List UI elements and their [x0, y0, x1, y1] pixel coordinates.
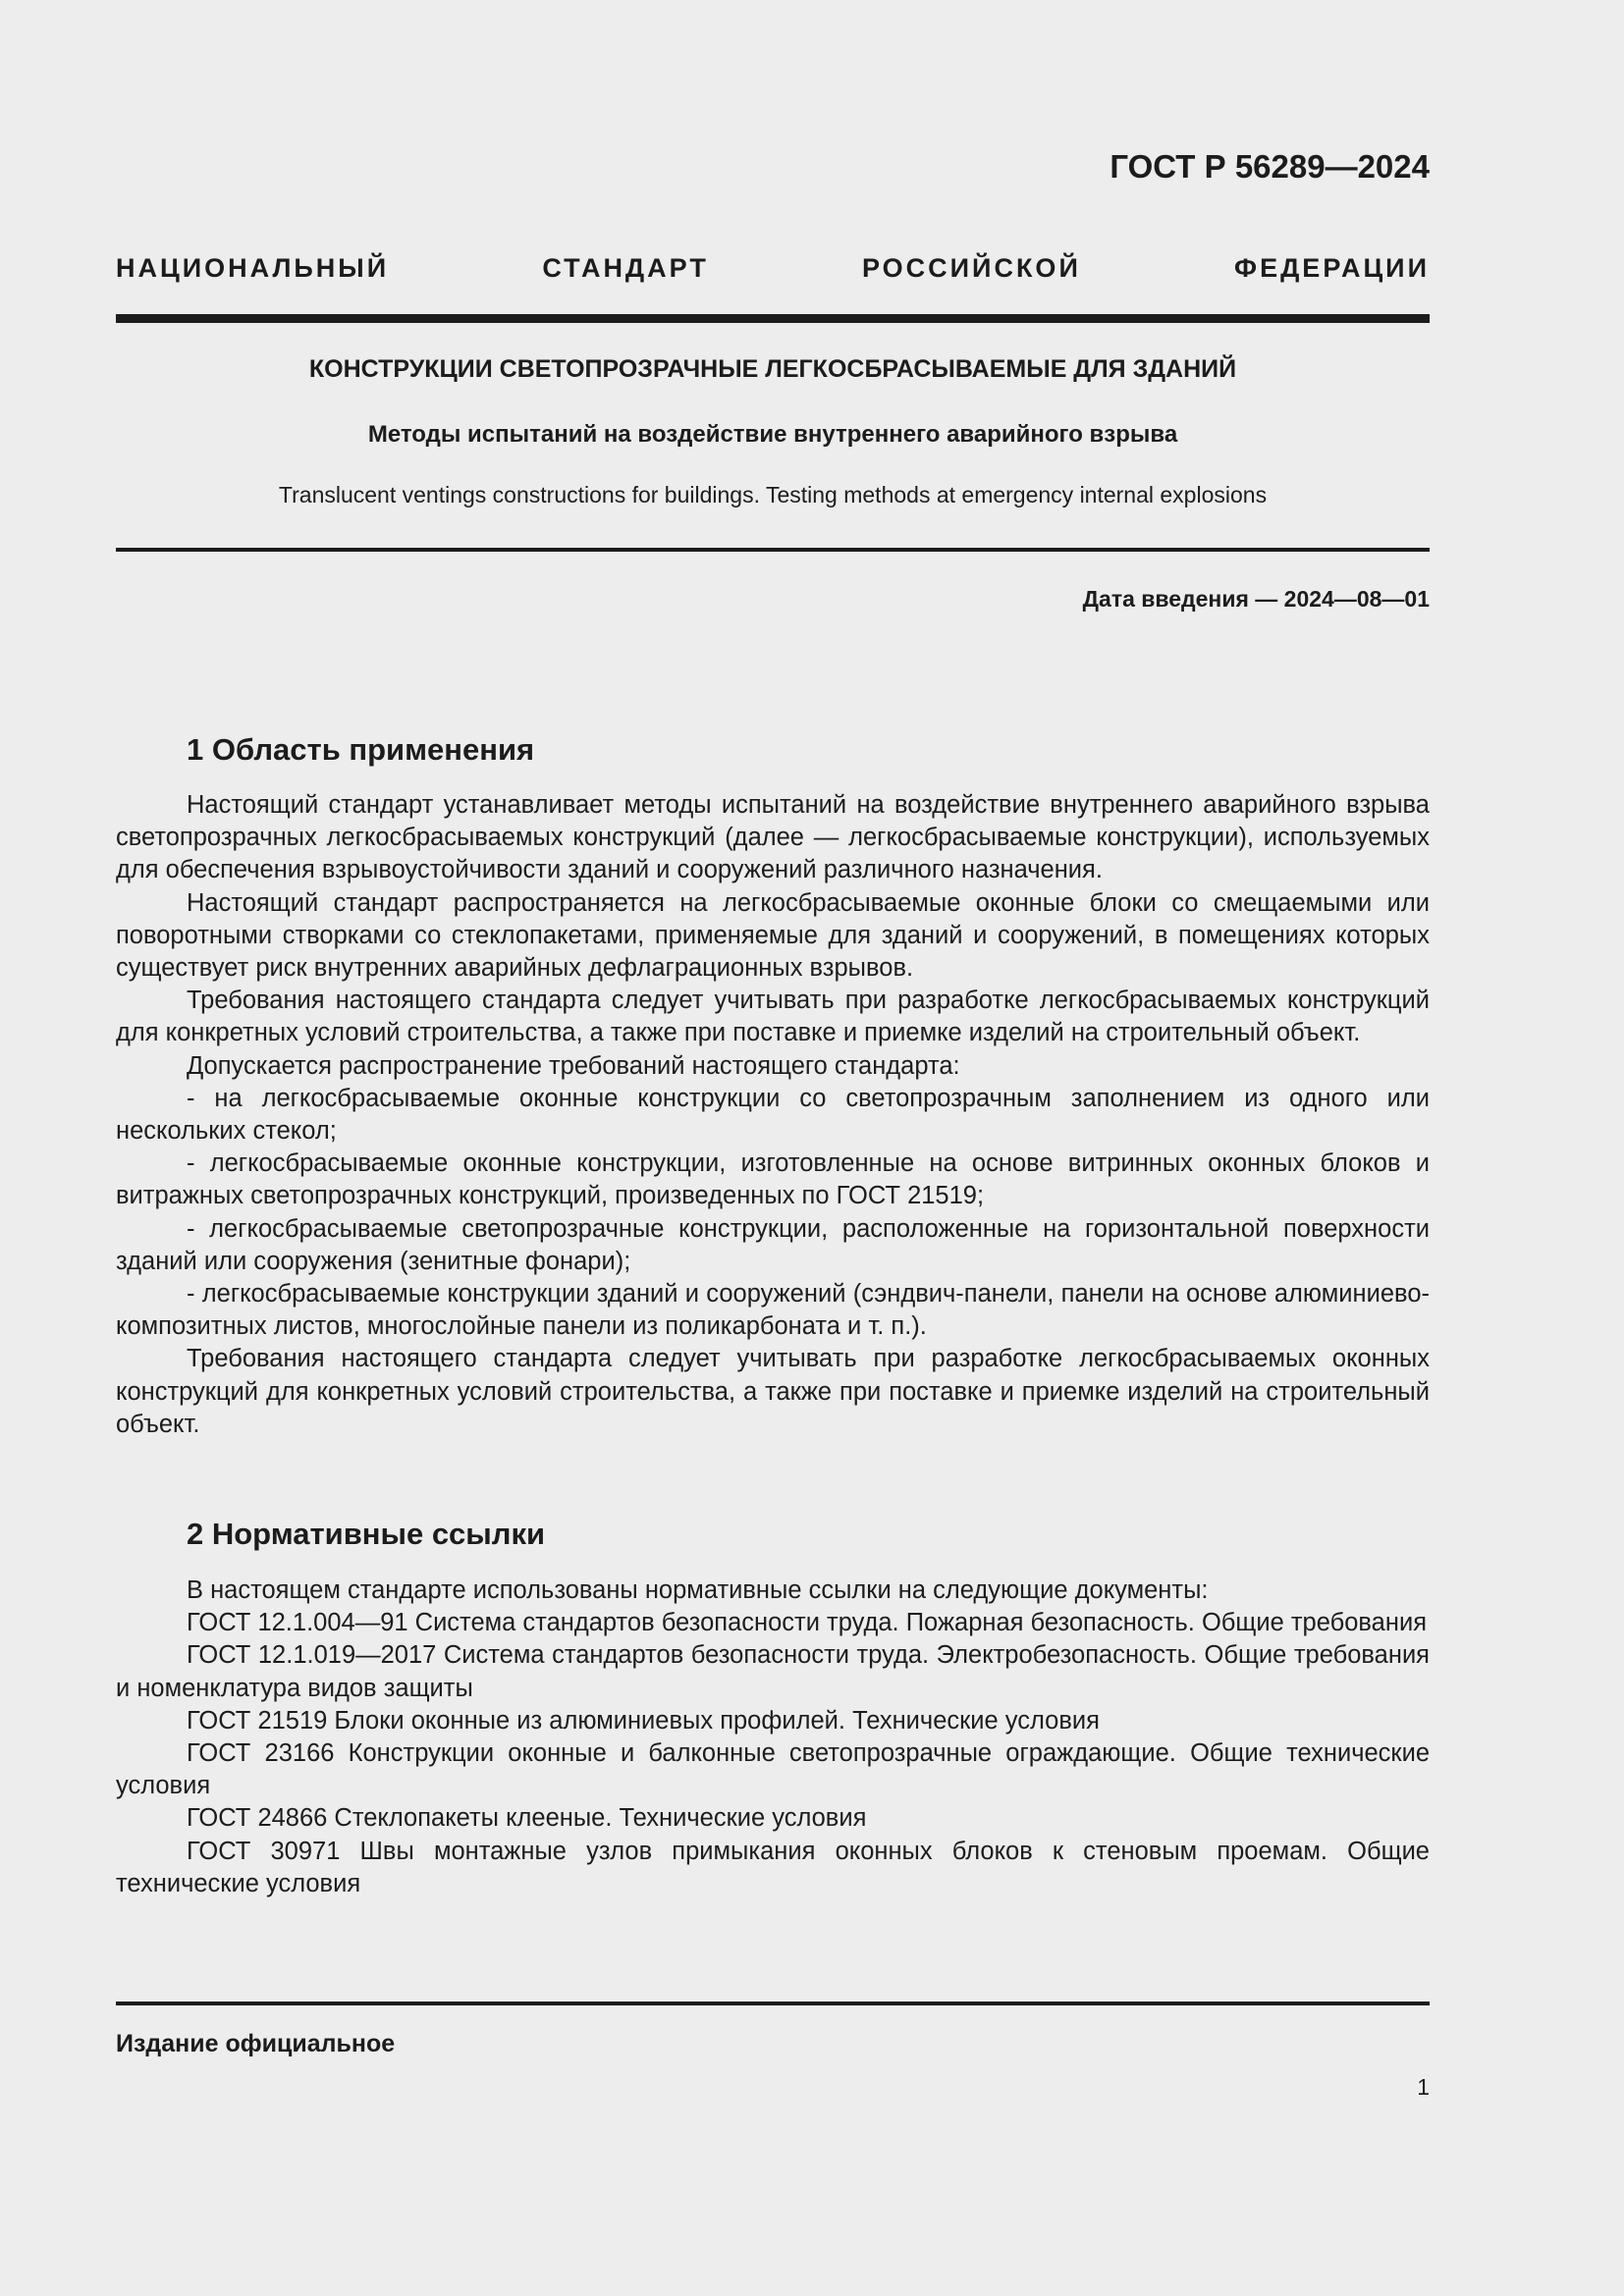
section-2-body [116, 1575, 1430, 1900]
introduction-date: Дата введения — 2024—08—01 [1082, 586, 1430, 612]
list-item: - легкосбрасываемые конструкции зданий и сооружений (сэндвич-панели, панели на основе алюминиево-композитных листов, многослойные панели из поликарбоната и т. п.). [116, 1280, 1430, 1341]
reference-item: ГОСТ 21519 Блоки оконные из алюминиевых профилей. Технические условия [187, 1706, 1100, 1735]
list-item: - легкосбрасываемые оконные конструкции, изготовленные на основе витринных оконных блоков и витражных светопрозрачных конструкций, произведенных по ГОСТ 21519; [116, 1149, 1430, 1210]
reference-item: ГОСТ 24866 Стеклопакеты клееные. Технические условия [187, 1804, 867, 1833]
page-number: 1 [1417, 2074, 1430, 2100]
english-title: Translucent ventings constructions for buildings. Testing methods at emergency internal explosions [278, 482, 1268, 507]
reference-item: ГОСТ 23166 Конструкции оконные и балконные светопрозрачные ограждающие. Общие технические условия [116, 1739, 1430, 1800]
header-divider [116, 314, 1430, 323]
list-item: - легкосбрасываемые светопрозрачные конструкции, расположенные на горизонтальной поверхности зданий или сооружения (зенитные фонари); [116, 1214, 1430, 1275]
paragraph: В настоящем стандарте использованы нормативные ссылки на следующие документы: [187, 1576, 1209, 1604]
national-standard-banner: НАЦИОНАЛЬНЫЙ СТАНДАРТ РОССИЙСКОЙ ФЕДЕРАЦИИ [116, 253, 1430, 283]
paragraph: Требования настоящего стандарта следует учитывать при разработке легкосбрасываемых оконных конструкций для конкретных условий строительства, а также при поставке и приемке изделий на строительный объект. [116, 1345, 1430, 1438]
paragraph: Настоящий стандарт распространяется на легкосбрасываемые оконные блоки со смещаемыми или поворотными створками со стеклопакетами, применяемые для зданий и сооружений, в помещениях которых существует риск внутренних аварийных дефлаграционных взрывов. [116, 888, 1430, 983]
official-edition-label: Издание официальное [116, 2030, 396, 2057]
document-title: КОНСТРУКЦИИ СВЕТОПРОЗРАЧНЫЕ ЛЕГКОСБРАСЫВАЕМЫЕ ДЛЯ ЗДАНИЙ [308, 355, 1237, 383]
document-number: ГОСТ Р 56289—2024 [1110, 148, 1430, 185]
paragraph: Допускается распространение требований настоящего стандарта: [187, 1051, 960, 1080]
section-2-heading: 2 Нормативные ссылки [187, 1517, 546, 1551]
list-item: - на легкосбрасываемые оконные конструкции со светопрозрачным заполнением из одного или нескольких стекол; [116, 1084, 1430, 1146]
section-1-heading: 1 Область применения [187, 732, 535, 767]
document-subtitle: Методы испытаний на воздействие внутреннего аварийного взрыва [367, 421, 1178, 448]
reference-item: ГОСТ 12.1.004—91 Система стандартов безопасности труда. Пожарная безопасность. Общие требования [187, 1609, 1427, 1637]
title-divider [116, 548, 1430, 552]
footer-divider [116, 2002, 1430, 2005]
paragraph: Настоящий стандарт устанавливает методы испытаний на воздействие внутреннего аварийного взрыва светопрозрачных легкосбрасываемых конструкций (далее — легкосбрасываемые конструкции), используемых для обеспечения взрывоустойчивости зданий и сооружений различного назначения. [116, 791, 1430, 884]
section-1-body [116, 789, 1430, 1441]
paragraph: Требования настоящего стандарта следует учитывать при разработке легкосбрасываемых конструкций для конкретных условий строительства, а также при поставке и приемке изделий на строительный объект. [116, 987, 1430, 1047]
reference-item: ГОСТ 12.1.019—2017 Система стандартов безопасности труда. Электробезопасность. Общие требования и номенклатура видов защиты [116, 1641, 1430, 1702]
reference-item: ГОСТ 30971 Швы монтажные узлов примыкания оконных блоков к стеновым проемам. Общие технические условия [116, 1837, 1430, 1897]
